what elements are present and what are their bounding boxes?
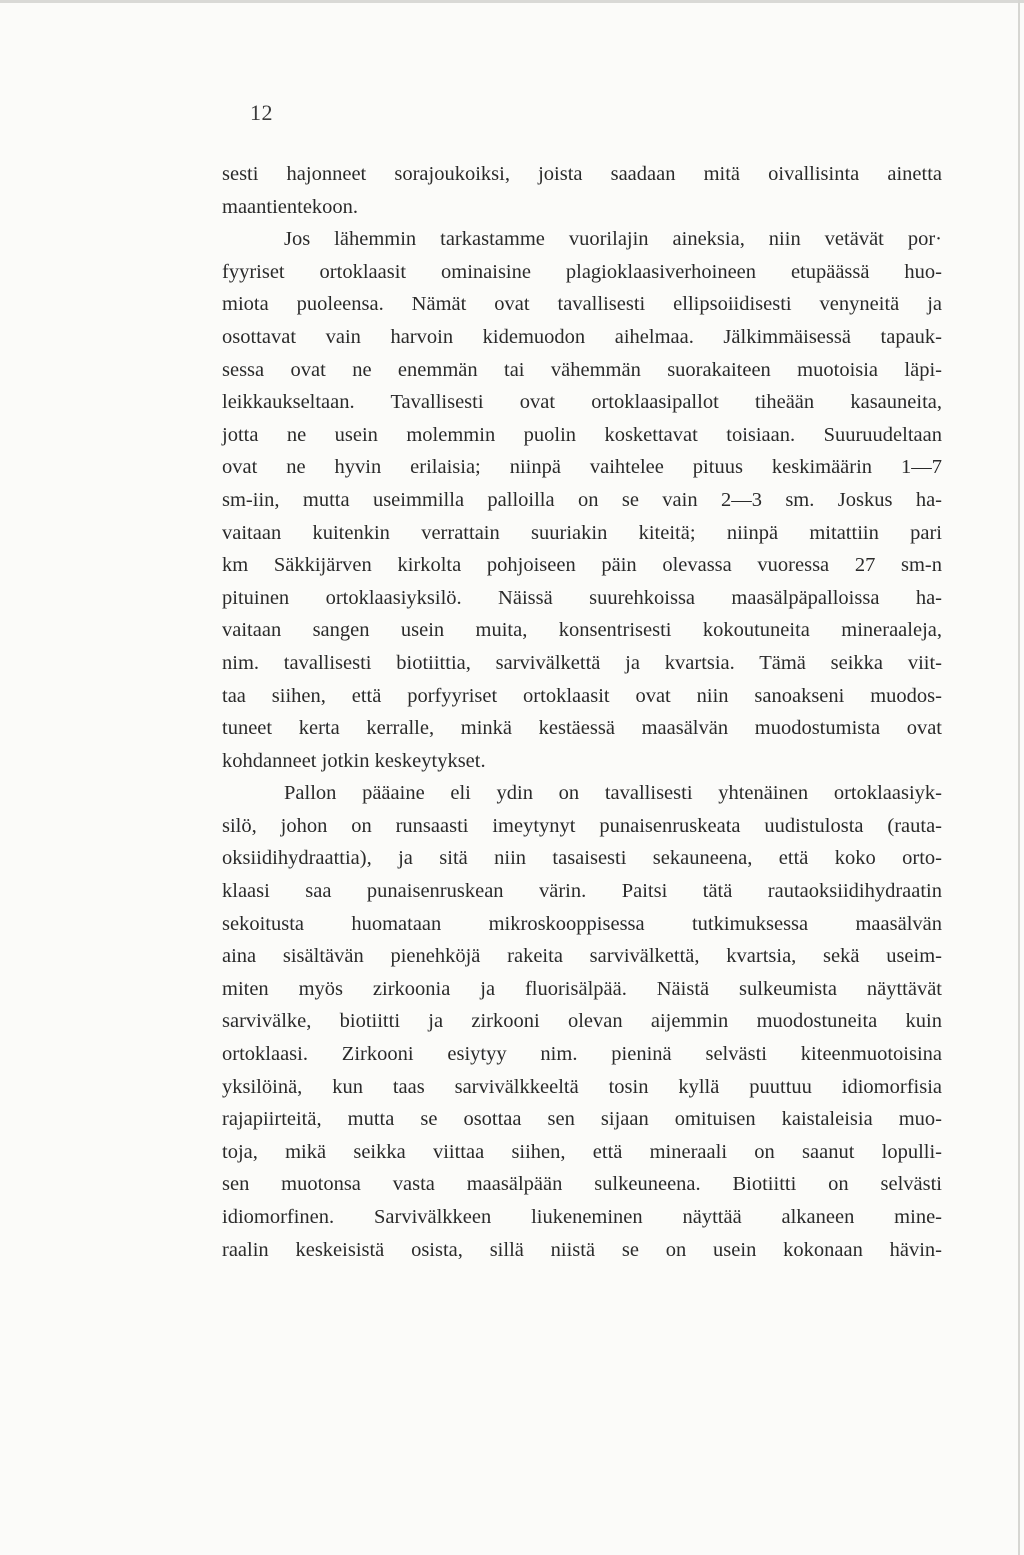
text-line: rajapiirteitä, mutta se osottaa sen sijaan omituisen kaistaleisia muo-: [222, 1108, 942, 1131]
text-line: km Säkkijärven kirkolta pohjoiseen päin olevassa vuoressa 27 sm-n: [222, 554, 942, 577]
page-number: 12: [250, 100, 273, 125]
text-line: ortoklaasi. Zirkooni esiytyy nim. pieninä selvästi kiteenmuotoisina: [222, 1043, 942, 1066]
text-line: maantientekoon.: [222, 195, 359, 218]
text-line: taa siihen, että porfyyriset ortoklaasit ovat niin sanoakseni muodos-: [222, 684, 942, 707]
text-line: miten myös zirkoonia ja fluorisälpää. Näistä sulkeumista näyttävät: [222, 977, 942, 1000]
text-line: nim. tavallisesti biotiittia, sarvivälkettä ja kvartsia. Tämä seikka viit-: [222, 651, 942, 674]
text-line: Pallon pääaine eli ydin on tavallisesti yhtenäinen ortoklaasiyk-: [284, 782, 942, 805]
text-line: pituinen ortoklaasiyksilö. Näissä suurehkoissa maasälpäpalloissa ha-: [222, 586, 942, 609]
text-line: sen muotonsa vasta maasälpään sulkeuneena. Biotiitti on selvästi: [222, 1173, 942, 1196]
text-line: miota puoleensa. Nämät ovat tavallisesti ellipsoiidisesti venyneitä ja: [222, 293, 942, 316]
text-line: jotta ne usein molemmin puolin koskettavat toisiaan. Suuruudeltaan: [222, 423, 942, 446]
body-text: [222, 158, 942, 1266]
text-line: osottavat vain harvoin kidemuodon aihelmaa. Jälkimmäisessä tapauk-: [222, 325, 942, 348]
text-line: sekoitusta huomataan mikroskooppisessa tutkimuksessa maasälvän: [222, 912, 942, 935]
page-top-edge: [0, 0, 1024, 3]
text-line: raalin keskeisistä osista, sillä niistä se on usein kokonaan hävin-: [222, 1238, 942, 1261]
page-right-edge: [1018, 0, 1020, 1555]
text-line: vaitaan sangen usein muita, konsentrisesti kokoutuneita mineraaleja,: [222, 619, 942, 642]
text-line: sarvivälke, biotiitti ja zirkooni olevan aijemmin muodostuneita kuin: [222, 1010, 942, 1033]
text-line: klaasi saa punaisenruskean värin. Paitsi tätä rautaoksiidihydraatin: [222, 880, 942, 903]
text-line: oksiidihydraattia), ja sitä niin tasaisesti sekauneena, että koko orto-: [222, 847, 942, 870]
text-line: fyyriset ortoklaasit ominaisine plagioklaasiverhoineen etupäässä huo-: [222, 260, 942, 283]
text-line: vaitaan kuitenkin verrattain suuriakin kiteitä; niinpä mitattiin pari: [222, 521, 942, 544]
text-line: sessa ovat ne enemmän tai vähemmän suorakaiteen muotoisia läpi-: [222, 358, 942, 381]
text-line: aina sisältävän pienehköjä rakeita sarvivälkettä, kvartsia, sekä useim-: [222, 945, 942, 968]
text-line: sm-iin, mutta useimmilla palloilla on se vain 2—3 sm. Joskus ha-: [222, 488, 942, 511]
text-line: silö, johon on runsaasti imeytynyt punaisenruskeata uudistulosta (rauta-: [222, 814, 942, 837]
text-line: toja, mikä seikka viittaa siihen, että mineraali on saanut lopulli-: [222, 1140, 942, 1163]
text-line: idiomorfinen. Sarvivälkkeen liukeneminen näyttää alkaneen mine-: [222, 1206, 942, 1228]
text-line: ovat ne hyvin erilaisia; niinpä vaihtelee pituus keskimäärin 1—7: [222, 456, 942, 479]
text-line: yksilöinä, kun taas sarvivälkkeeltä tosin kyllä puuttuu idiomorfisia: [222, 1075, 942, 1098]
text-line: sesti hajonneet sorajoukoiksi, joista saadaan mitä oivallisinta ainetta: [222, 163, 942, 185]
text-line: kohdanneet jotkin keskeytykset.: [222, 749, 486, 772]
text-line: Jos lähemmin tarkastamme vuorilajin aineksia, niin vetävät por·: [284, 228, 942, 251]
text-line: tuneet kerta kerralle, minkä kestäessä maasälvän muodostumista ovat: [222, 717, 942, 740]
text-line: leikkaukseltaan. Tavallisesti ovat ortoklaasipallot tiheään kasauneita,: [222, 391, 942, 414]
